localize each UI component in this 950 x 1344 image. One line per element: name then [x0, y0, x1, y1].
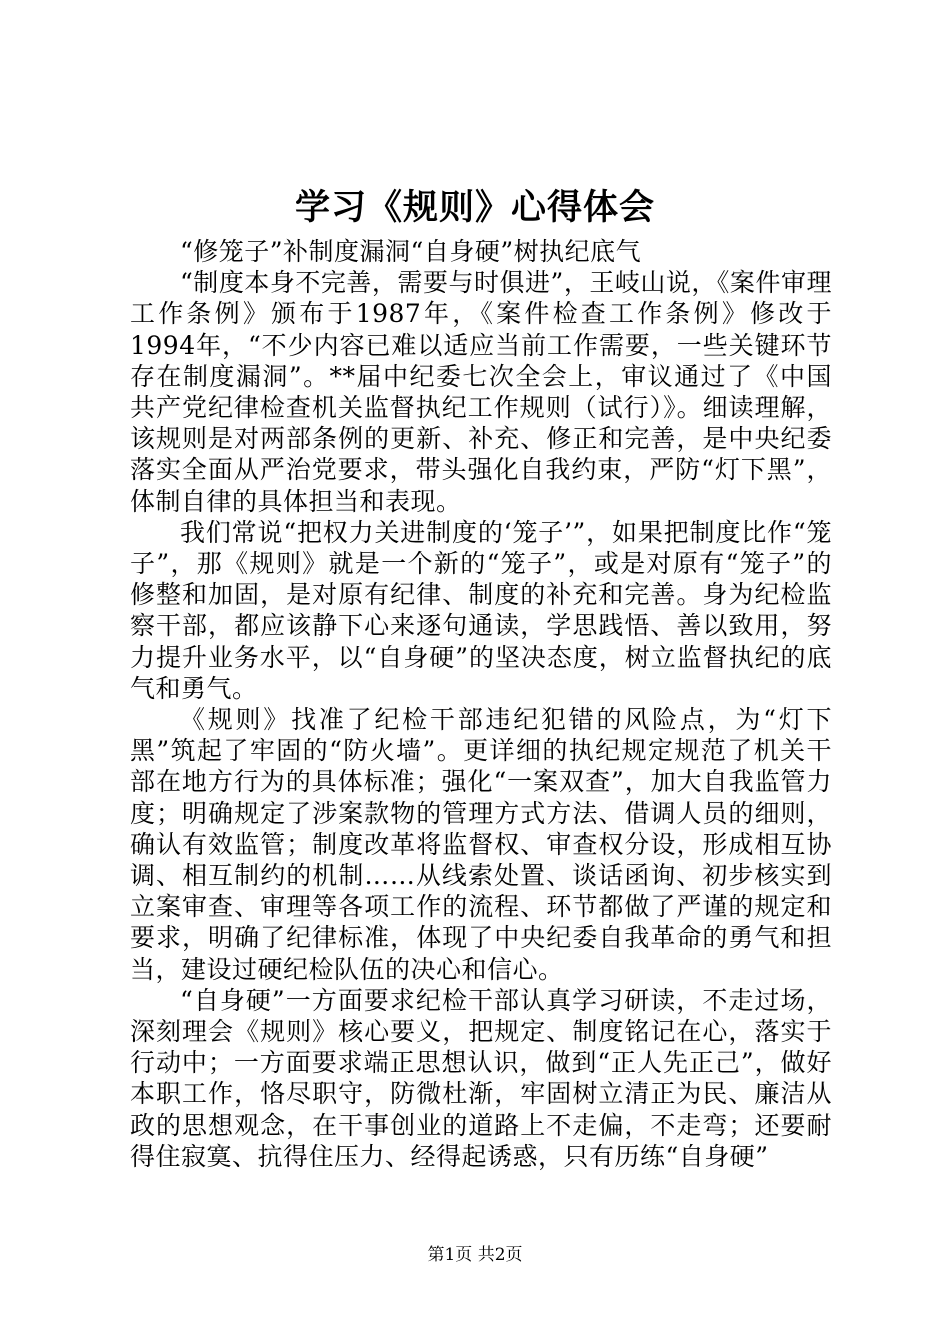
subtitle-paragraph: “修笼子”补制度漏洞“自身硬”树执纪底气: [180, 237, 642, 266]
body-paragraph-3: 《规则》找准了纪检干部违纪犯错的风险点，为“灯下黑”筑起了牢固的“防火墙”。更详细的执纪规定规范了机关干部在地方行为的具体标准；强化“一案双查”，加大自我监管力度；明确规定了涉案款物的管理方式方法、借调人员的细则，确认有效监管；制度改革将监督权、审查权分设，形成相互协调、相互制约的机制……从线索处置、谈话函询、初步核实到立案审查、审理等各项工作的流程、环节都做了严谨的规定和要求，明确了纪律标准，体现了中央纪委自我革命的勇气和担当，建设过硬纪检队伍的决心和信心。: [130, 705, 832, 984]
page-footer: 第1页 共2页: [427, 1245, 523, 1265]
body-paragraph-4: “自身硬”一方面要求纪检干部认真学习研读，不走过场，深刻理会《规则》核心要义，把规定、制度铭记在心，落实于行动中；一方面要求端正思想认识，做到“正人先正己”，做好本职工作，恪尽职守，防微杜渐，牢固树立清正为民、廉洁从政的思想观念，在干事创业的道路上不走偏，不走弯；还要耐得住寂寞、抗得住压力、经得起诱惑，只有历练“自身硬”: [130, 985, 832, 1171]
document-title: 学习《规则》心得体会: [294, 188, 655, 228]
body-paragraph-2: 我们常说“把权力关进制度的‘笼子’”，如果把制度比作“笼子”，那《规则》就是一个新的“笼子”，或是对原有“笼子”的修整和加固，是对原有纪律、制度的补充和完善。身为纪检监察干部，都应该静下心来逐句通读，学思践悟、善以致用，努力提升业务水平，以“自身硬”的坚决态度，树立监督执纪的底气和勇气。: [130, 517, 832, 703]
body-paragraph-1: “制度本身不完善，需要与时俱进”，王岐山说，《案件审理工作条例》颁布于1987年，《案件检查工作条例》修改于1994年，“不少内容已难以适应当前工作需要，一些关键环节存在制度漏洞”。**届中纪委七次全会上，审议通过了《中国共产党纪律检查机关监督执纪工作规则（试行）》。细读理解，该规则是对两部条例的更新、补充、修正和完善，是中央纪委落实全面从严治党要求，带头强化自我约束，严防“灯下黑”，体制自律的具体担当和表现。: [130, 268, 832, 516]
document-body: [130, 236, 832, 1172]
